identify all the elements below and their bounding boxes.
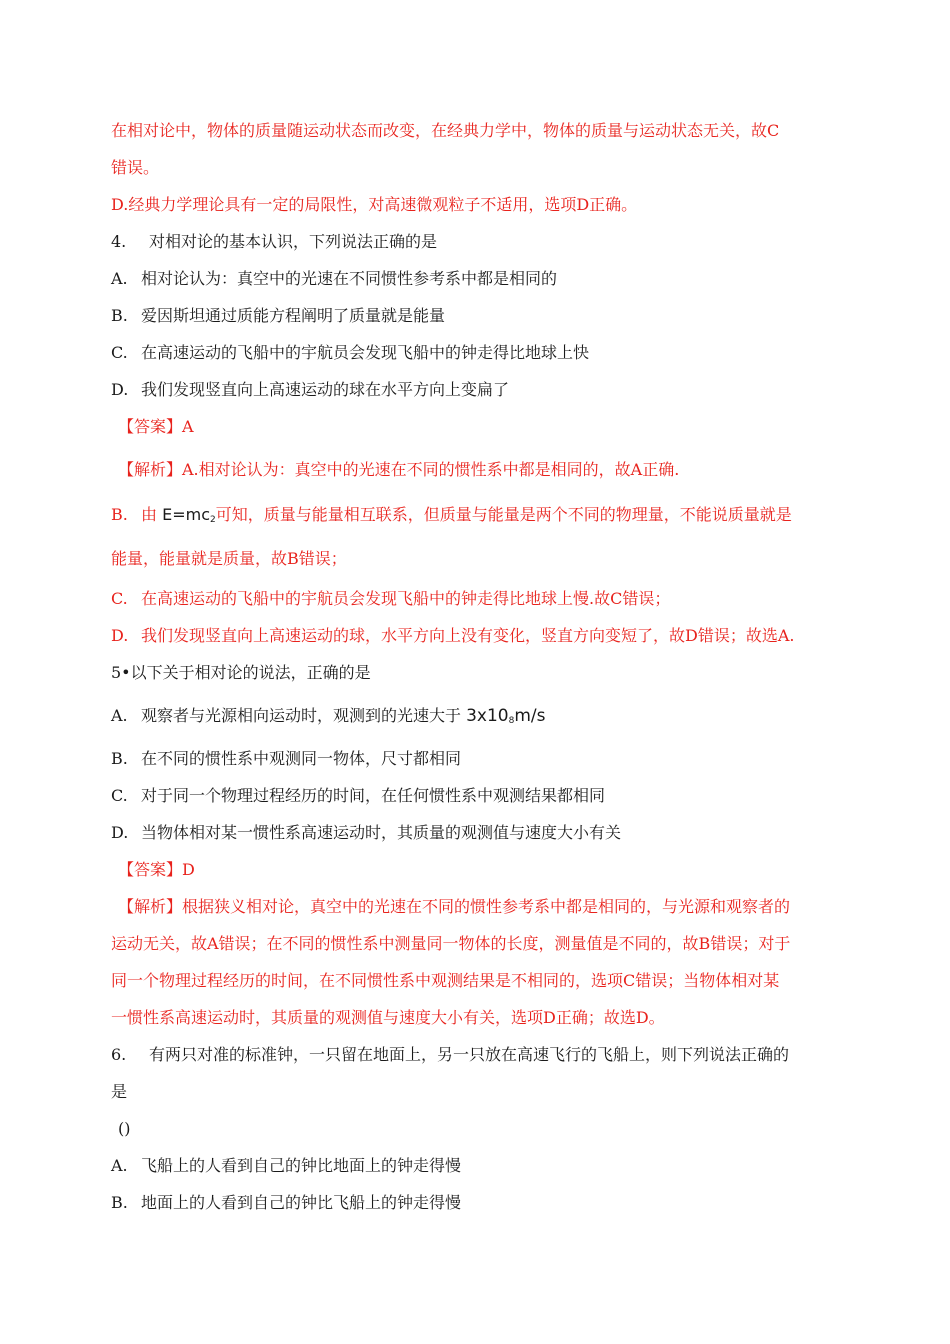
q6-option-letter: A. — [111, 1156, 128, 1175]
q4-analysis-b-line1 — [111, 504, 792, 531]
q4-analysis-b-post: 可知，质量与能量相互联系，但质量与能量是两个不同的物理量，不能说质量就是 — [215, 505, 792, 524]
q4-option-text: 相对论认为：真空中的光速在不同惯性参考系中都是相同的 — [141, 269, 558, 288]
q6-option-text: 地面上的人看到自己的钟比飞船上的钟走得慢 — [141, 1193, 462, 1212]
q5-option-b — [111, 748, 461, 770]
q6-stem-line1 — [111, 1044, 789, 1066]
q4-option-d — [111, 379, 509, 401]
q5-option-c — [111, 785, 605, 807]
q5-analysis-line: 运动无关，故A错误；在不同的惯性系中测量同一物体的长度，测量值是不同的，故B错误；对于 — [111, 934, 791, 953]
mass-energy-formula — [162, 505, 216, 524]
speed-of-light-value — [466, 706, 545, 726]
q4-analysis-b-letter: B. — [111, 505, 128, 524]
q4-analysis-d — [111, 625, 794, 647]
q4-option-letter: D. — [111, 380, 129, 399]
q5-option-letter: B. — [111, 749, 128, 768]
q6-stem: 有两只对准的标准钟，一只留在地面上，另一只放在高速飞行的飞船上，则下列说法正确的 — [149, 1045, 790, 1064]
q4-option-text: 爱因斯坦通过质能方程阐明了质量就是能量 — [141, 306, 446, 325]
q4-option-letter: B. — [111, 306, 128, 325]
q4-option-letter: A. — [111, 269, 128, 288]
q4-analysis-b-line2: 能量，能量就是质量，故B错误； — [111, 549, 347, 568]
q4-option-a — [111, 268, 557, 290]
q5-analysis-line: 一惯性系高速运动时，其质量的观测值与速度大小有关，选项D正确；故选D。 — [111, 1008, 665, 1027]
q6-option-a — [111, 1155, 461, 1177]
q4-option-text: 我们发现竖直向上高速运动的球在水平方向上变扁了 — [141, 380, 510, 399]
q4-analysis-a: 【解析】A.相对论认为：真空中的光速在不同的惯性系中都是相同的，故A正确. — [118, 460, 680, 479]
q5-option-letter: C. — [111, 786, 128, 805]
q5-option-text: 观察者与光源相向运动时，观测到的光速大于 — [141, 706, 462, 725]
q6-option-b — [111, 1192, 461, 1214]
q5-number: 5• — [111, 663, 131, 682]
q4-answer: 【答案】A — [118, 417, 194, 436]
q4-option-c — [111, 342, 589, 364]
q6-number: 6. — [111, 1045, 127, 1064]
q4-analysis-c-letter: C. — [111, 589, 128, 608]
q4-analysis-c — [111, 588, 670, 610]
prev-analysis-d: D.经典力学理论具有一定的局限性，对高速微观粒子不适用，选项D正确。 — [111, 195, 638, 214]
q6-option-letter: B. — [111, 1193, 128, 1212]
q4-analysis-b-pre: 由 — [141, 505, 158, 524]
q5-answer: 【答案】D — [118, 860, 195, 879]
q5-option-a — [111, 705, 546, 732]
value-unit: m/s — [514, 706, 546, 726]
prev-analysis-c-line2: 错误。 — [111, 158, 160, 177]
q5-option-letter: D. — [111, 823, 129, 842]
q5-analysis-line: 同一个物理过程经历的时间，在不同惯性系中观测结果是不相同的，选项C错误；当物体相对某 — [111, 971, 780, 990]
value-exponent: 8 — [508, 716, 515, 726]
q5-stem-line — [111, 662, 371, 684]
q4-option-text: 在高速运动的飞船中的宇航员会发现飞船中的钟走得比地球上快 — [141, 343, 590, 362]
q4-option-b — [111, 305, 445, 327]
q6-option-text: 飞船上的人看到自己的钟比地面上的钟走得慢 — [141, 1156, 462, 1175]
q4-analysis-d-text: 我们发现竖直向上高速运动的球，水平方向上没有变化，竖直方向变短了，故D错误；故选A. — [141, 626, 795, 645]
value-mantissa: 3x10 — [466, 706, 509, 726]
q6-stem-line2: 是 — [111, 1082, 128, 1101]
q5-option-text: 在不同的惯性系中观测同一物体，尺寸都相同 — [141, 749, 462, 768]
q5-analysis-line: 【解析】根据狭义相对论，真空中的光速在不同的惯性参考系中都是相同的，与光源和观察者的 — [118, 897, 791, 916]
formula-exponent: 2 — [210, 515, 216, 525]
q5-option-letter: A. — [111, 706, 128, 725]
q5-option-text: 当物体相对某一惯性系高速运动时，其质量的观测值与速度大小有关 — [141, 823, 622, 842]
q4-analysis-d-letter: D. — [111, 626, 129, 645]
q5-option-d — [111, 822, 621, 844]
q4-analysis-c-text: 在高速运动的飞船中的宇航员会发现飞船中的钟走得比地球上慢.故C错误； — [141, 589, 671, 608]
q5-stem: 以下关于相对论的说法，正确的是 — [130, 663, 371, 682]
q4-stem: 对相对论的基本认识，下列说法正确的是 — [149, 232, 438, 251]
q4-option-letter: C. — [111, 343, 128, 362]
q4-stem-line — [111, 231, 437, 253]
q5-option-text: 对于同一个物理过程经历的时间，在任何惯性系中观测结果都相同 — [141, 786, 606, 805]
q4-number: 4. — [111, 232, 127, 251]
q6-blank: () — [118, 1119, 131, 1138]
formula-text: E=mc — [162, 505, 211, 524]
prev-analysis-c-line1: 在相对论中，物体的质量随运动状态而改变，在经典力学中，物体的质量与运动状态无关，故C — [111, 121, 780, 140]
